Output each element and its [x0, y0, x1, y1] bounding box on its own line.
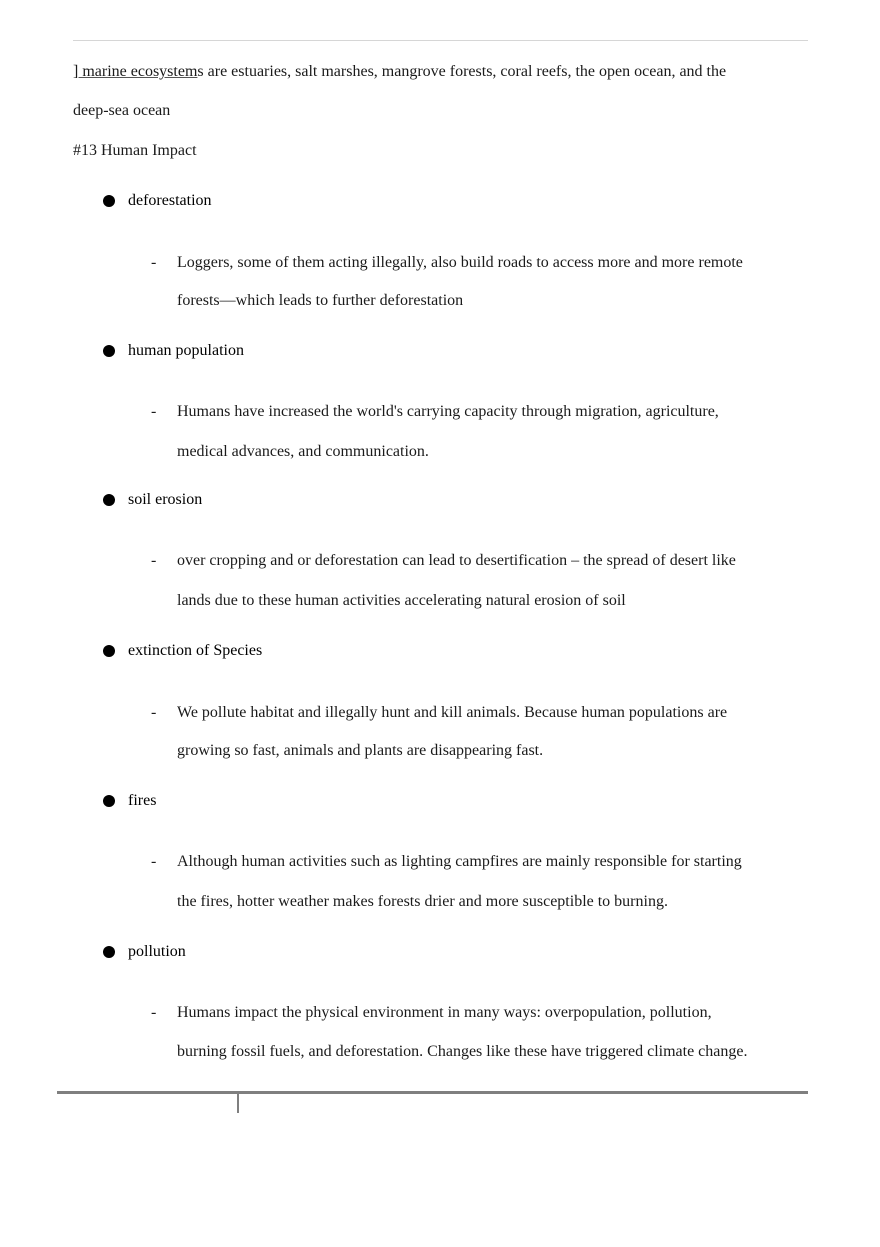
detail-line: Although human activities such as lighting campfires are mainly responsible for starting — [177, 853, 742, 870]
detail-line: Humans impact the physical environment in many ways: overpopulation, pollution, — [177, 1004, 712, 1021]
detail-line: growing so fast, animals and plants are disappearing fast. — [177, 742, 544, 759]
detail-line: Humans have increased the world's carrying capacity through migration, agriculture, — [177, 403, 719, 420]
dash-marker: - — [151, 1004, 157, 1021]
detail-line: Loggers, some of them acting illegally, also build roads to access more and more remote — [177, 254, 743, 271]
detail-line: over cropping and or deforestation can lead to desertification – the spread of desert like — [177, 552, 736, 569]
top-divider — [73, 40, 808, 41]
bullet-label-pollution: pollution — [128, 943, 186, 960]
detail-line: medical advances, and communication. — [177, 443, 429, 460]
dash-marker: - — [151, 254, 157, 271]
bottom-divider-tick — [237, 1094, 239, 1113]
bullet-dot-icon — [103, 195, 115, 207]
bullet-label-soil-erosion: soil erosion — [128, 491, 203, 508]
intro-line-1-rest: s are estuaries, salt marshes, mangrove forests, coral reefs, the open ocean, and the — [197, 63, 727, 80]
dash-marker: - — [151, 403, 157, 420]
bullet-label-human-population: human population — [128, 342, 244, 359]
detail-line: the fires, hotter weather makes forests drier and more susceptible to burning. — [177, 893, 668, 910]
intro-line-2: deep-sea ocean — [73, 102, 171, 119]
bullet-label-deforestation: deforestation — [128, 192, 212, 209]
section-heading: #13 Human Impact — [73, 142, 197, 159]
detail-line: forests—which leads to further deforestation — [177, 292, 464, 309]
bullet-dot-icon — [103, 645, 115, 657]
dash-marker: - — [151, 552, 157, 569]
intro-underlined-text: ] marine ecosystem — [73, 63, 198, 80]
bullet-label-extinction-of-species: extinction of Species — [128, 642, 263, 659]
bullet-dot-icon — [103, 795, 115, 807]
bullet-label-fires: fires — [128, 792, 157, 809]
bullet-dot-icon — [103, 946, 115, 958]
detail-line: We pollute habitat and illegally hunt and kill animals. Because human populations are — [177, 704, 728, 721]
dash-marker: - — [151, 853, 157, 870]
detail-line: lands due to these human activities accelerating natural erosion of soil — [177, 592, 626, 609]
dash-marker: - — [151, 704, 157, 721]
intro-line-1 — [73, 62, 726, 82]
bullet-dot-icon — [103, 494, 115, 506]
bottom-divider — [57, 1091, 808, 1094]
detail-line: burning fossil fuels, and deforestation. Changes like these have triggered climate change. — [177, 1043, 748, 1060]
bullet-dot-icon — [103, 345, 115, 357]
